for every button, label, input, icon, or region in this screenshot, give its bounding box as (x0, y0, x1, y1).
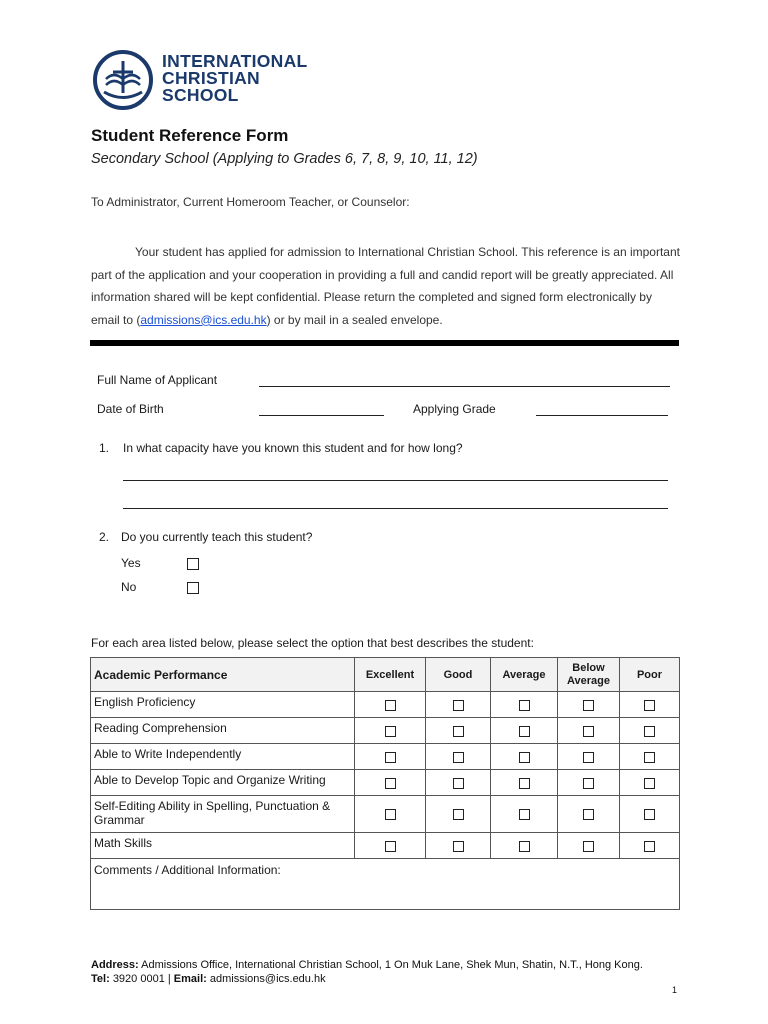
area-label: Self-Editing Ability in Spelling, Punctuation & Grammar (91, 796, 355, 833)
address-text: Admissions Office, International Christian School, 1 On Muk Lane, Shek Mun, Shatin, N.T., Hong Kong. (141, 959, 643, 971)
dob-field[interactable] (259, 415, 384, 416)
rating-checkbox[interactable] (453, 752, 464, 763)
rating-header-below-average: Below Average (558, 658, 620, 692)
rating-checkbox[interactable] (453, 726, 464, 737)
rating-header-poor: Poor (620, 658, 680, 692)
footer-email: admissions@ics.edu.hk (209, 973, 326, 985)
school-name-line-2: CHRISTIAN (162, 68, 260, 88)
table-row (91, 718, 680, 744)
rating-checkbox[interactable] (519, 809, 530, 820)
rating-checkbox[interactable] (385, 809, 396, 820)
rating-checkbox[interactable] (583, 726, 594, 737)
rating-header-average: Average (491, 658, 558, 692)
grade-label: Applying Grade (413, 402, 496, 416)
school-logo (92, 49, 322, 113)
q1-answer-line-1[interactable] (123, 480, 668, 481)
rating-checkbox[interactable] (644, 841, 655, 852)
intro-text-part2: ) or by mail in a sealed envelope. (266, 312, 443, 327)
email-label: Email: (173, 973, 207, 985)
full-name-field[interactable] (259, 386, 670, 387)
table-row (91, 692, 680, 718)
academic-rating-table (90, 657, 680, 910)
rating-checkbox[interactable] (583, 841, 594, 852)
page-number: 1 (672, 985, 678, 995)
school-crest-icon (92, 49, 154, 111)
tel-text: 3920 0001 | (112, 973, 171, 985)
rating-checkbox[interactable] (519, 752, 530, 763)
rating-checkbox[interactable] (644, 778, 655, 789)
yes-label: Yes (121, 556, 141, 570)
rating-checkbox[interactable] (644, 809, 655, 820)
rating-checkbox[interactable] (644, 700, 655, 711)
comments-row (91, 859, 680, 910)
rating-checkbox[interactable] (519, 700, 530, 711)
area-label: English Proficiency (91, 692, 355, 718)
q2-number: 2. (99, 530, 110, 544)
form-title: Student Reference Form (91, 126, 289, 145)
salutation: To Administrator, Current Homeroom Teacher, or Counselor: (91, 195, 410, 209)
q1-text: In what capacity have you known this student and for how long? (123, 441, 463, 455)
rating-checkbox[interactable] (519, 778, 530, 789)
q1-answer-line-2[interactable] (123, 508, 668, 509)
rating-checkbox[interactable] (385, 700, 396, 711)
rating-header-good: Good (426, 658, 491, 692)
rating-checkbox[interactable] (583, 809, 594, 820)
area-label: Reading Comprehension (91, 718, 355, 744)
rating-instruction: For each area listed below, please select the option that best describes the student: (91, 636, 534, 650)
rating-checkbox[interactable] (519, 726, 530, 737)
dob-label: Date of Birth (97, 402, 164, 416)
rating-checkbox[interactable] (385, 841, 396, 852)
academic-performance-header: Academic Performance (91, 658, 355, 692)
comments-label: Comments / Additional Information: (94, 863, 281, 877)
q2-text: Do you currently teach this student? (121, 530, 313, 544)
yes-checkbox[interactable] (187, 558, 199, 570)
full-name-label: Full Name of Applicant (97, 373, 218, 387)
rating-checkbox[interactable] (583, 778, 594, 789)
section-divider (90, 340, 679, 346)
area-label: Math Skills (91, 833, 355, 859)
table-row (91, 833, 680, 859)
grade-field[interactable] (536, 415, 668, 416)
table-row (91, 796, 680, 833)
form-subtitle: Secondary School (Applying to Grades 6, 7, 8, 9, 10, 11, 12) (91, 151, 478, 167)
rating-checkbox[interactable] (583, 700, 594, 711)
rating-checkbox[interactable] (453, 700, 464, 711)
rating-checkbox[interactable] (644, 752, 655, 763)
school-name (162, 53, 308, 104)
footer (91, 958, 643, 986)
footer-address-line (91, 958, 643, 972)
rating-checkbox[interactable] (385, 752, 396, 763)
area-label: Able to Develop Topic and Organize Writing (91, 770, 355, 796)
footer-contact-line (91, 972, 643, 986)
rating-checkbox[interactable] (644, 726, 655, 737)
q1-number: 1. (99, 441, 110, 455)
intro-paragraph (91, 241, 683, 331)
school-name-line-3: SCHOOL (162, 85, 239, 105)
rating-checkbox[interactable] (453, 841, 464, 852)
tel-label: Tel: (91, 973, 110, 985)
table-row (91, 770, 680, 796)
no-checkbox[interactable] (187, 582, 199, 594)
rating-checkbox[interactable] (385, 778, 396, 789)
rating-checkbox[interactable] (453, 778, 464, 789)
school-name-line-1: INTERNATIONAL (162, 51, 308, 71)
rating-checkbox[interactable] (453, 809, 464, 820)
rating-header-excellent: Excellent (355, 658, 426, 692)
rating-checkbox[interactable] (519, 841, 530, 852)
area-label: Able to Write Independently (91, 744, 355, 770)
address-label: Address: (91, 959, 139, 971)
admissions-email-link[interactable]: admissions@ics.edu.hk (140, 312, 267, 327)
rating-checkbox[interactable] (385, 726, 396, 737)
intro-text-part1: Your student has applied for admission to International Christian School. This reference is an important part of the application and your cooperation in providing a full and candid report will be greatly appreciated. All information shared will be kept confidential. Please return the completed and signed form electronically by email to ( (91, 245, 680, 327)
table-row (91, 744, 680, 770)
comments-field[interactable] (91, 859, 680, 910)
table-header-row (91, 658, 680, 692)
rating-checkbox[interactable] (583, 752, 594, 763)
no-label: No (121, 580, 137, 594)
